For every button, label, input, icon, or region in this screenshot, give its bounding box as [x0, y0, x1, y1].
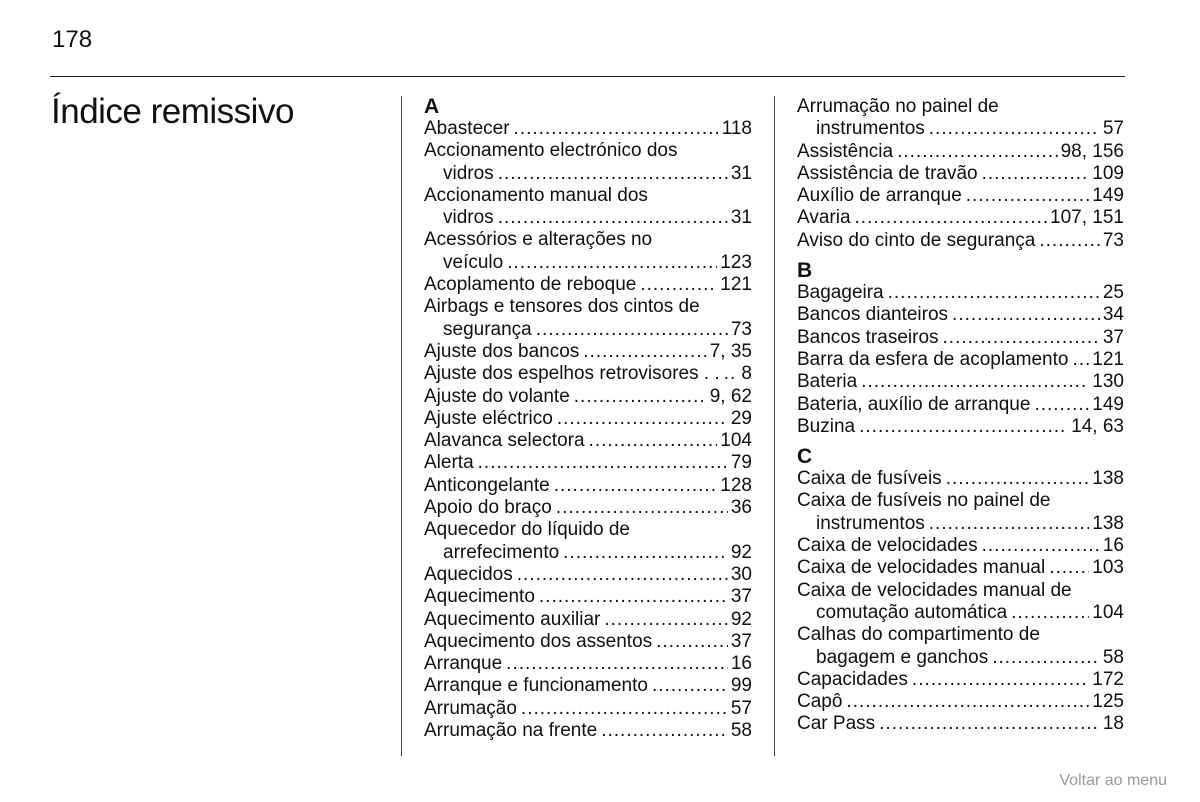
index-entry-page: 99 — [730, 675, 752, 697]
index-entry[interactable] — [797, 557, 1124, 579]
index-entry-page: 138 — [1092, 468, 1124, 490]
index-entry-term: Caixa de fusíveis — [797, 468, 942, 490]
dot-leader — [992, 647, 1100, 669]
index-entry-term: Capô — [797, 691, 843, 713]
index-entry-term: Aquecimento auxiliar — [424, 608, 601, 630]
dot-leader — [478, 452, 728, 474]
index-entry-term: Alerta — [424, 452, 474, 474]
dot-leader — [929, 513, 1090, 535]
index-entry[interactable] — [797, 349, 1124, 371]
index-entry-page: 57 — [1102, 118, 1124, 140]
column-divider-right — [774, 96, 775, 756]
dot-leader — [498, 163, 728, 185]
dot-leader — [517, 564, 728, 586]
index-entry-page: 125 — [1092, 691, 1124, 713]
index-entry-page: 31 — [730, 207, 752, 229]
index-entry-page: 73 — [730, 318, 752, 340]
index-entry-term-continuation: comutação automática — [816, 601, 1008, 623]
index-entry[interactable] — [424, 653, 752, 675]
index-entry-page: 130 — [1092, 371, 1124, 393]
index-entry-page: 121 — [1092, 348, 1124, 370]
index-entry-term-continuation: vidros — [443, 207, 494, 229]
index-entry[interactable] — [797, 416, 1124, 438]
index-entry-page: 92 — [730, 608, 752, 630]
index-entry[interactable] — [797, 713, 1124, 735]
index-entry[interactable] — [797, 185, 1124, 207]
dot-leader — [640, 274, 717, 296]
index-entry-term: Ajuste eléctrico — [424, 407, 553, 429]
dot-leader — [506, 653, 728, 675]
dot-leader — [982, 163, 1090, 185]
index-entry[interactable] — [424, 140, 752, 185]
index-entry-page: 58 — [1102, 646, 1124, 668]
index-entry-page: 14, 63 — [1071, 415, 1124, 437]
index-entry[interactable] — [424, 452, 752, 474]
index-entry-term: Accionamento electrónico dos — [424, 140, 678, 162]
index-entry-term: Arrumação — [424, 697, 517, 719]
index-entry-page: 25 — [1102, 282, 1124, 304]
index-entry-page: 18 — [1102, 713, 1124, 735]
index-entry[interactable] — [797, 304, 1124, 326]
index-entry[interactable] — [424, 519, 752, 564]
index-entry[interactable] — [797, 490, 1124, 535]
dot-leader — [929, 118, 1100, 140]
index-entry[interactable] — [424, 609, 752, 631]
dot-leader — [1011, 602, 1089, 624]
index-entry-term: Aquecedor do líquido de — [424, 519, 630, 541]
dot-leader — [724, 363, 739, 385]
dot-leader — [601, 720, 728, 742]
index-entry-page: 8 — [741, 363, 752, 385]
index-entry-page: 16 — [730, 653, 752, 675]
index-entry[interactable] — [424, 274, 752, 296]
index-entry-term-continuation: instrumentos — [816, 512, 925, 534]
dot-leader — [879, 713, 1100, 735]
index-entry[interactable] — [424, 296, 752, 341]
index-entry[interactable] — [424, 564, 752, 586]
index-entry-term-continuation: arrefecimento — [443, 541, 560, 563]
index-entry-term: Assistência — [797, 140, 894, 162]
index-entry-term: Caixa de velocidades manual de — [797, 579, 1072, 601]
back-to-menu-link[interactable]: Voltar ao menu — [1059, 772, 1167, 789]
index-entry[interactable] — [424, 698, 752, 720]
index-entry-term: Arranque — [424, 653, 503, 675]
dot-leader — [1039, 230, 1099, 252]
index-entry-page: 36 — [730, 497, 752, 519]
index-entry-page: 104 — [720, 430, 752, 452]
index-entry-term: Bancos traseiros — [797, 326, 939, 348]
index-entry-page: 109 — [1092, 162, 1124, 184]
index-entry[interactable] — [797, 394, 1124, 416]
index-entry-page: 149 — [1092, 393, 1124, 415]
index-entry[interactable] — [797, 371, 1124, 393]
index-entry[interactable] — [797, 96, 1124, 141]
index-entry-term: Bagageira — [797, 282, 884, 304]
index-entry-term: Arranque e funcionamento — [424, 675, 648, 697]
index-entry[interactable] — [797, 141, 1124, 163]
index-entry-term-continuation: segurança — [443, 318, 532, 340]
index-entry-page: 104 — [1092, 601, 1124, 623]
index-entry-term: Caixa de velocidades — [797, 535, 978, 557]
index-letter-heading: A — [424, 95, 440, 118]
dot-leader — [1049, 557, 1089, 579]
index-entry[interactable] — [424, 586, 752, 608]
index-entry-page: 107, 151 — [1050, 207, 1124, 229]
index-entry-term-continuation: vidros — [443, 162, 494, 184]
index-entry-term: Apoio do braço — [424, 497, 552, 519]
index-entry-term: Capacidades — [797, 668, 908, 690]
index-entry-page: 37 — [1102, 326, 1124, 348]
dot-leader — [656, 631, 728, 653]
index-entry-page: 79 — [730, 452, 752, 474]
index-entry[interactable] — [797, 624, 1124, 669]
dot-leader — [897, 141, 1057, 163]
dot-leader — [946, 468, 1090, 490]
index-entry-page: 9, 62 — [709, 385, 752, 407]
dot-leader — [861, 371, 1089, 393]
dot-leader — [604, 609, 727, 631]
dot-leader — [583, 341, 706, 363]
index-entry-term: Ajuste dos bancos — [424, 340, 580, 362]
index-entry-term: Ajuste dos espelhos retrovisores . . — [424, 363, 720, 385]
column-divider-left — [401, 96, 402, 756]
index-entry-term: Assistência de travão — [797, 162, 978, 184]
dot-leader — [539, 586, 728, 608]
dot-leader — [1034, 394, 1089, 416]
index-entry-page: 138 — [1092, 512, 1124, 534]
index-entry[interactable] — [424, 229, 752, 274]
index-entry-page: 149 — [1092, 185, 1124, 207]
index-entry-term: Airbags e tensores dos cintos de — [424, 296, 700, 318]
index-entry[interactable] — [424, 185, 752, 230]
index-entry[interactable] — [797, 669, 1124, 691]
index-entry-term: Caixa de velocidades manual — [797, 557, 1046, 579]
dot-leader — [855, 207, 1048, 229]
dot-leader — [536, 319, 728, 341]
dot-leader — [1072, 349, 1089, 371]
index-entry[interactable] — [797, 691, 1124, 713]
index-entry[interactable] — [797, 535, 1124, 557]
dot-leader — [859, 416, 1068, 438]
index-entry[interactable] — [797, 230, 1124, 252]
dot-leader — [966, 185, 1090, 207]
dot-leader — [554, 475, 718, 497]
index-entry-term-continuation: veículo — [443, 251, 504, 273]
header-divider — [50, 76, 1125, 77]
index-entry[interactable] — [424, 118, 752, 140]
index-entry-term: Bancos dianteiros — [797, 304, 949, 326]
index-entry-term: Acoplamento de reboque — [424, 274, 637, 296]
index-letter-heading: C — [797, 445, 813, 469]
index-entry-page: 123 — [720, 251, 752, 273]
index-entry-term: Anticongelante — [424, 474, 550, 496]
index-entry[interactable] — [797, 163, 1124, 185]
index-entry-term: Abastecer — [424, 118, 510, 139]
index-entry-term: Calhas do compartimento de — [797, 624, 1040, 646]
index-entry-page: 57 — [730, 697, 752, 719]
index-entry[interactable] — [424, 675, 752, 697]
dot-leader — [556, 497, 728, 519]
index-entry-page: 29 — [730, 407, 752, 429]
index-column-1 — [424, 96, 752, 742]
index-entry-term: Aquecidos — [424, 563, 513, 585]
index-column-2 — [797, 96, 1124, 736]
dot-leader — [652, 675, 728, 697]
index-entry[interactable] — [424, 720, 752, 742]
index-entry[interactable] — [797, 580, 1124, 625]
index-entry[interactable] — [797, 282, 1124, 304]
dot-leader — [952, 304, 1100, 326]
dot-leader — [507, 252, 717, 274]
section-title: Índice remissivo — [51, 92, 294, 131]
index-entry-page: 128 — [720, 474, 752, 496]
index-entry-term: Aviso do cinto de segurança — [797, 229, 1036, 251]
index-entry[interactable] — [424, 631, 752, 653]
index-entry-term: Arrumação na frente — [424, 720, 598, 742]
dot-leader — [912, 669, 1089, 691]
index-entry-term-continuation: instrumentos — [816, 118, 925, 140]
index-entry[interactable] — [424, 363, 752, 385]
index-entry-term: Alavanca selectora — [424, 430, 585, 452]
index-entry-term: Ajuste do volante — [424, 385, 570, 407]
index-entry-page: 118 — [721, 118, 752, 139]
index-entry-page: 16 — [1102, 535, 1124, 557]
index-entry[interactable] — [424, 430, 752, 452]
index-entry-term: Car Pass — [797, 713, 876, 735]
index-entry[interactable] — [424, 408, 752, 430]
index-entry-page: 7, 35 — [709, 340, 752, 362]
index-entry-page: 37 — [730, 630, 752, 652]
index-entry-term: Barra da esfera de acoplamento — [797, 348, 1069, 370]
dot-leader — [498, 207, 728, 229]
index-entry-page: 34 — [1102, 304, 1124, 326]
index-entry-page: 30 — [730, 563, 752, 585]
index-entry-page: 172 — [1092, 668, 1124, 690]
dot-leader — [557, 408, 728, 430]
dot-leader — [888, 282, 1100, 304]
index-entry-page: 121 — [720, 274, 752, 296]
index-entry-term: Aquecimento — [424, 586, 535, 608]
dot-leader — [589, 430, 718, 452]
index-entry-page: 31 — [730, 162, 752, 184]
index-entry[interactable] — [424, 475, 752, 497]
page-number: 178 — [52, 26, 93, 53]
index-entry-term: Avaria — [797, 207, 851, 229]
dot-leader — [563, 542, 728, 564]
index-entry[interactable] — [424, 341, 752, 363]
dot-leader — [521, 698, 728, 720]
index-entry-term: Accionamento manual dos — [424, 184, 648, 206]
index-entry-page: 103 — [1092, 557, 1124, 579]
index-entry-term: Bateria — [797, 371, 858, 393]
index-entry-term: Acessórios e alterações no — [424, 229, 653, 251]
index-entry-term: Caixa de fusíveis no painel de — [797, 490, 1051, 512]
index-entry[interactable] — [424, 386, 752, 408]
index-entry-page: 37 — [730, 586, 752, 608]
index-entry-page: 92 — [730, 541, 752, 563]
index-letter-heading: B — [797, 259, 813, 283]
index-entry-term-continuation: bagagem e ganchos — [816, 646, 989, 668]
index-entry-term: Auxílio de arranque — [797, 185, 962, 207]
dot-leader — [574, 386, 707, 408]
index-entry-term: Buzina — [797, 415, 856, 437]
dot-leader — [943, 327, 1100, 349]
index-entry[interactable] — [424, 497, 752, 519]
index-entry-term: Arrumação no painel de — [797, 96, 999, 117]
index-entry-term: Bateria, auxílio de arranque — [797, 393, 1031, 415]
dot-leader — [846, 691, 1089, 713]
index-entry[interactable] — [797, 327, 1124, 349]
index-entry[interactable] — [797, 207, 1124, 229]
index-entry-page: 98, 156 — [1060, 140, 1124, 162]
dot-leader — [514, 118, 719, 140]
dot-leader — [982, 535, 1100, 557]
index-entry-page: 73 — [1102, 229, 1124, 251]
index-entry[interactable] — [797, 468, 1124, 490]
index-entry-term: Aquecimento dos assentos — [424, 630, 653, 652]
index-entry-page: 58 — [730, 720, 752, 742]
